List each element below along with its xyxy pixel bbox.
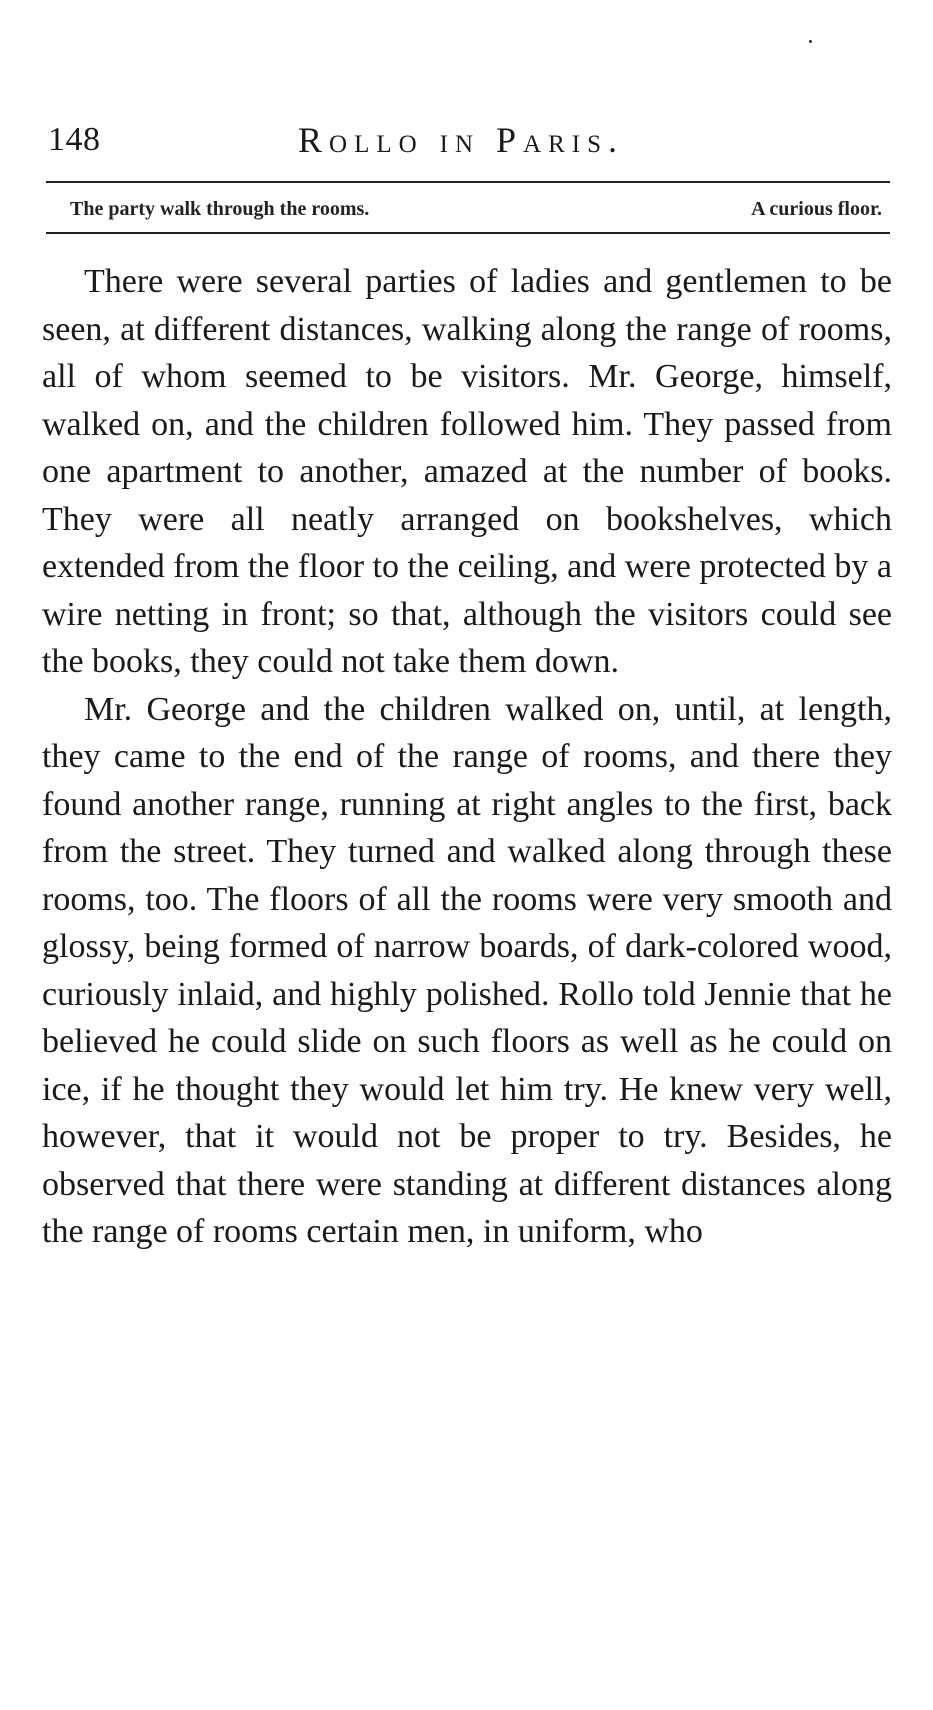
print-speck <box>809 40 812 43</box>
page-header <box>48 118 888 162</box>
header-rule-bottom <box>46 232 890 234</box>
subhead-right: A curious floor. <box>751 198 882 220</box>
page-number: 148 <box>48 121 101 158</box>
paragraph-2: Mr. George and the children walked on, until, at length, they came to the end of the range of rooms, and there they found another range, running at right angles to the first, back from the street. They turned and walked along through these rooms, too. The floors of all the rooms were very smooth and glossy, being formed of narrow boards, of dark-colored wood, curiously inlaid, and highly polished. Rollo told Jennie that he believed he could slide on such floors as well as he could on ice, if he thought they would let him try. He knew very well, however, that it would not be proper to try. Besides, he observed that there were standing at different distances along the range of rooms certain men, in uniform, who <box>42 690 892 1250</box>
marginal-subheads <box>70 194 882 224</box>
subhead-left: The party walk through the rooms. <box>70 198 370 220</box>
header-rule-top <box>46 181 890 183</box>
body-text <box>42 258 892 1256</box>
running-title: Rollo in Paris. <box>298 120 625 160</box>
paragraph-1: There were several parties of ladies and gentlemen to be seen, at different distances, walking along the range of rooms, all of whom seemed to be visitors. Mr. George, himself, walked on, and the children followed him. They passed from one apartment to another, amazed at the number of books. They were all neatly arranged on bookshelves, which extended from the floor to the ceiling, and were protected by a wire netting in front; so that, although the visitors could see the books, they could not take them down. <box>42 263 892 680</box>
